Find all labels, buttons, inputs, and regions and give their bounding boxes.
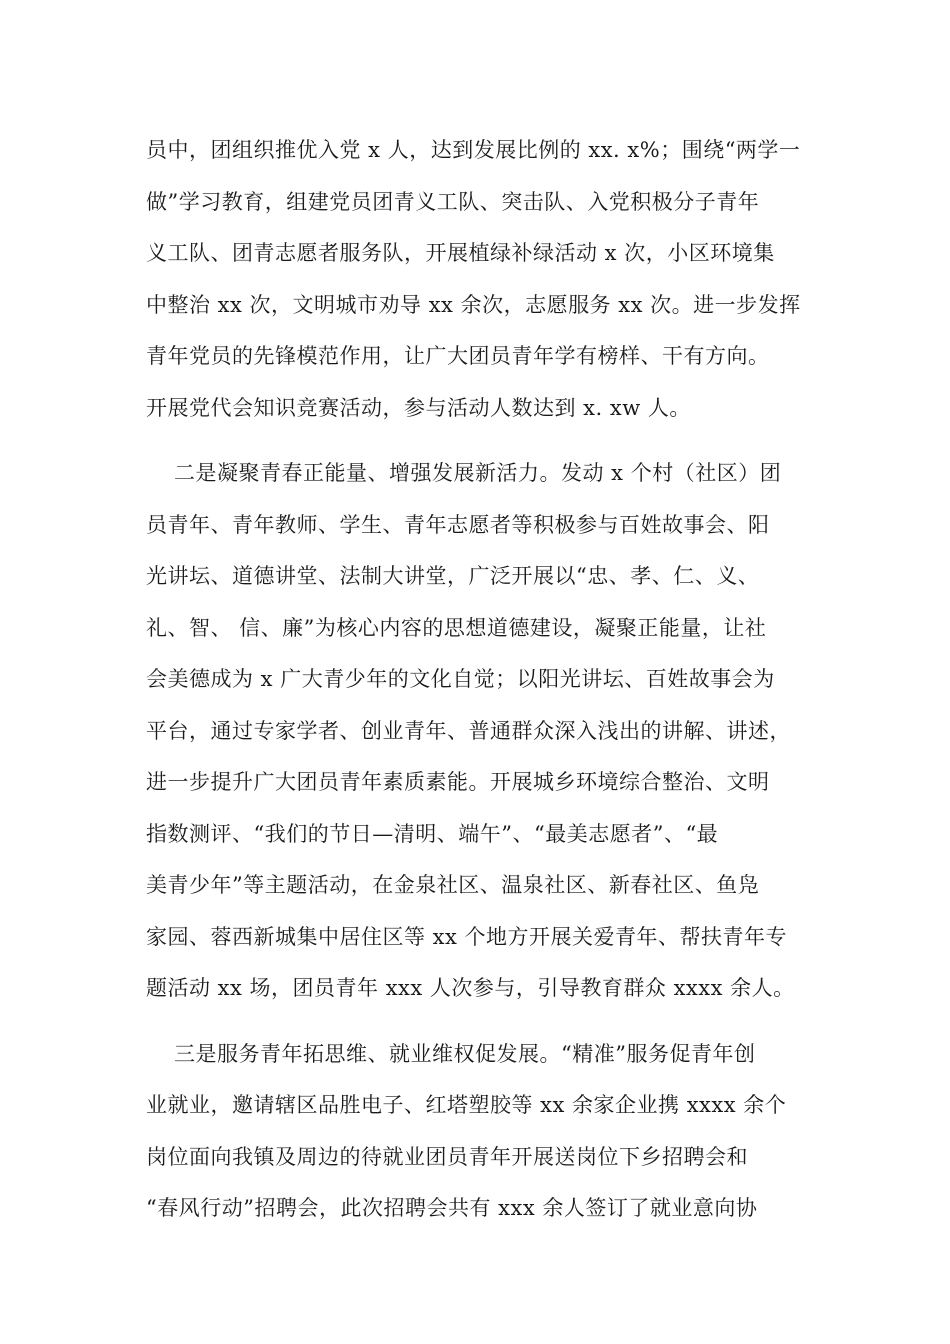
document-body — [146, 130, 818, 1254]
paragraph-line: 开展党代会知识竞赛活动，参与活动人数达到 x. xw 人。 — [146, 395, 691, 420]
paragraph-line: 岗位面向我镇及周边的待就业团员青年开展送岗位下乡招聘会和 — [146, 1144, 748, 1169]
paragraph-line: 平台，通过专家学者、创业青年、普通群众深入浅出的讲解、讲述， — [146, 718, 791, 743]
paragraph-line: 美青少年”等主题活动，在金泉社区、温泉社区、新春社区、鱼凫 — [146, 873, 760, 897]
paragraph-line: 做”学习教育，组建党员团青义工队、突击队、入党积极分子青年 — [146, 189, 760, 214]
paragraph-line: 题活动 xx 场，团员青年 xxx 人次参与，引导教育群众 xxxx 余人。 — [146, 976, 795, 1000]
paragraph-line: “春风行动”招聘会，此次招聘会共有 xxx 余人签订了就业意向协 — [146, 1196, 758, 1220]
paragraph-line: 指数测评、“我们的节日—清明、端午”、“最美志愿者”、“最 — [146, 821, 719, 846]
paragraph-line: 二是凝聚青春正能量、增强发展新活力。发动 x 个村（社区）团 — [174, 461, 782, 485]
paragraph-line: 业就业，邀请辖区品胜电子、红塔塑胶等 xx 余家企业携 xxxx 余个 — [146, 1093, 787, 1117]
paragraph-line: 员中，团组织推优入党 x 人，达到发展比例的 xx. x%；围绕“两学一 — [146, 138, 801, 162]
paragraph-line: 三是服务青年拓思维、就业维权促发展。“精准”服务促青年创 — [174, 1041, 756, 1066]
paragraph-2 — [146, 453, 818, 1020]
paragraph-3 — [146, 1034, 818, 1240]
paragraph-line: 进一步提升广大团员青年素质素能。开展城乡环境综合整治、文明 — [146, 770, 770, 794]
paragraph-line: 青年党员的先锋模范作用，让广大团员青年学有榜样、干有方向。 — [146, 344, 770, 368]
paragraph-line: 礼、智、 信、廉”为核心内容的思想道德建设，凝聚正能量，让社 — [146, 615, 767, 640]
paragraph-line: 义工队、团青志愿者服务队，开展植绿补绿活动 x 次，小区环境集 — [146, 241, 775, 265]
paragraph-line: 家园、蓉西新城集中居住区等 xx 个地方开展关爱青年、帮扶青年专 — [146, 924, 788, 949]
paragraph-line: 光讲坛、道德讲堂、法制大讲堂，广泛开展以“忠、孝、仁、义、 — [146, 564, 760, 588]
paragraph-line: 会美德成为 x 广大青少年的文化自觉；以阳光讲坛、百姓故事会为 — [146, 667, 775, 691]
paragraph-line: 员青年、青年教师、学生、青年志愿者等积极参与百姓故事会、阳 — [146, 512, 770, 537]
paragraph-line: 中整治 xx 次，文明城市劝导 xx 余次，志愿服务 xx 次。进一步发挥 — [146, 292, 801, 317]
paragraph-1 — [146, 130, 818, 439]
